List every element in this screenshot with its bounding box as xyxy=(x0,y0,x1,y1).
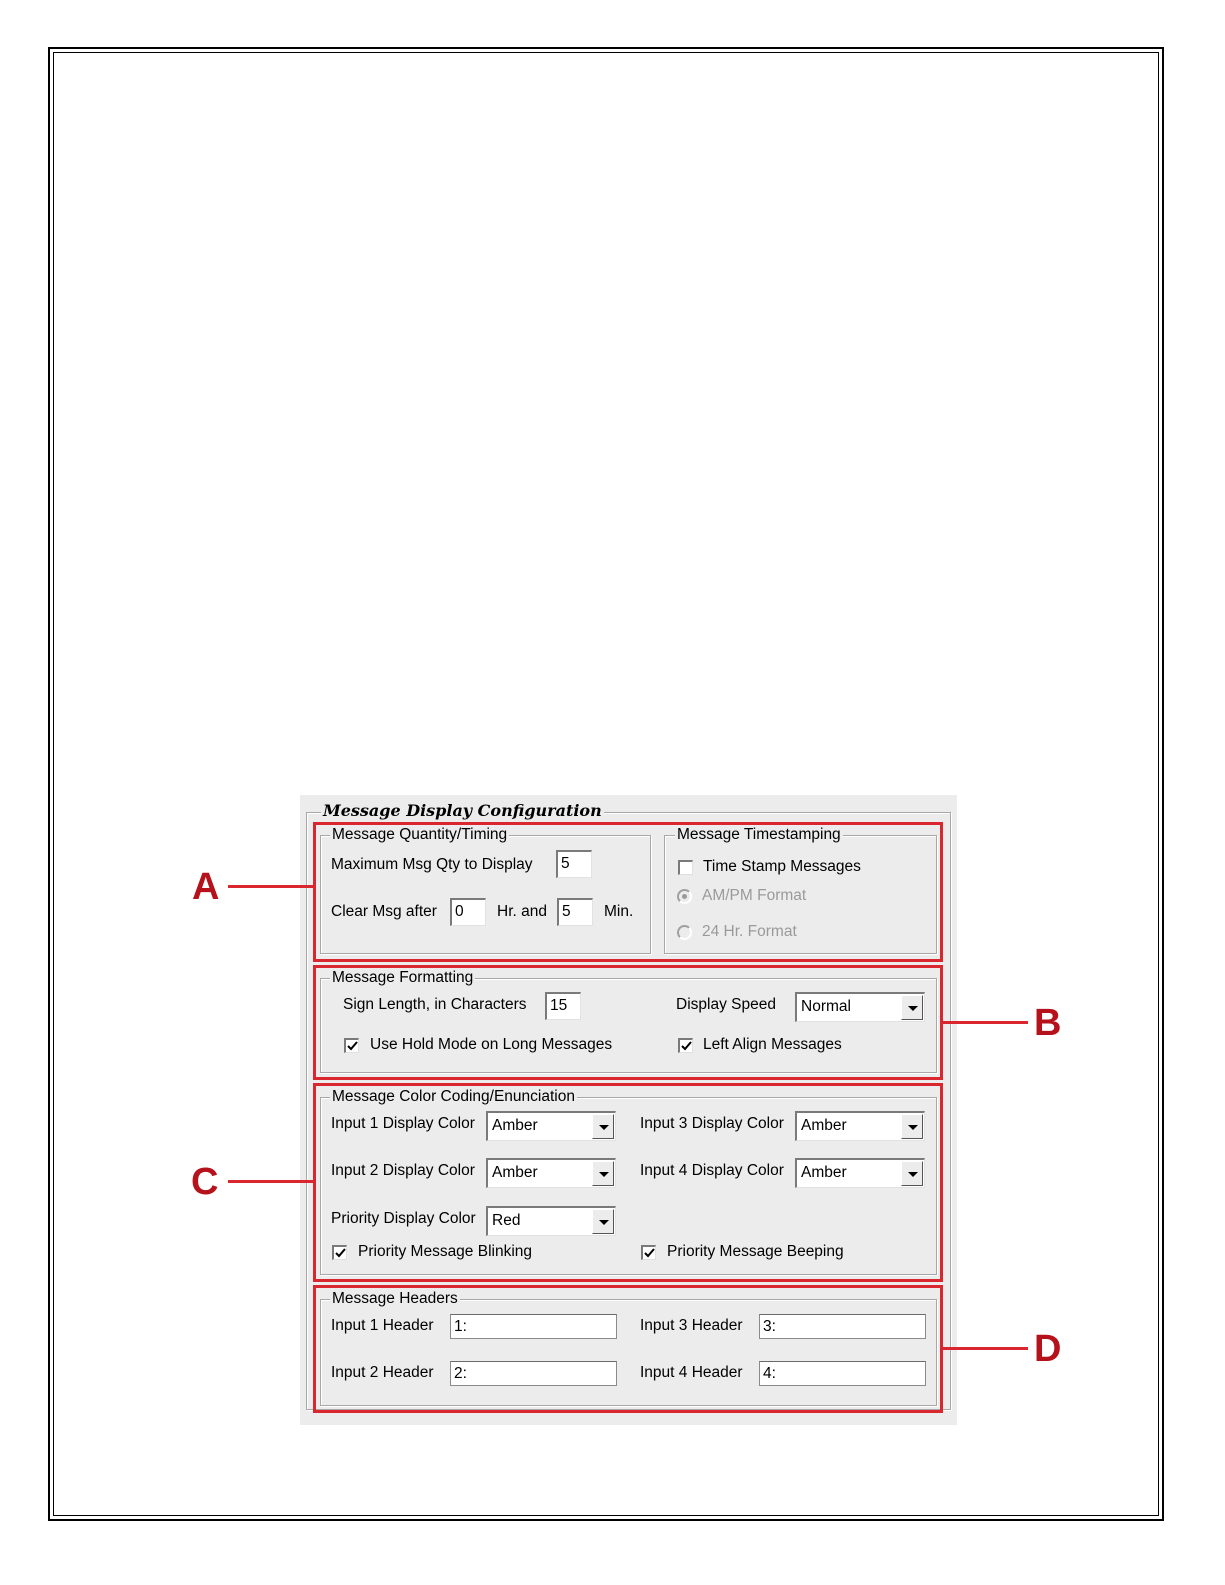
timestamping-legend: Message Timestamping xyxy=(677,826,841,843)
ampm-format-label: AM/PM Format xyxy=(702,887,807,904)
callout-line-d xyxy=(942,1347,1028,1350)
sign-length-label: Sign Length, in Characters xyxy=(343,996,527,1013)
input2-header-label: Input 2 Header xyxy=(331,1364,434,1381)
callout-label-b: B xyxy=(1034,1002,1062,1044)
input4-color-label: Input 4 Display Color xyxy=(640,1162,784,1179)
callout-line-c xyxy=(228,1180,314,1183)
callout-box-c xyxy=(313,1083,943,1282)
input3-color-value: Amber xyxy=(801,1117,847,1134)
clear-msg-label: Clear Msg after xyxy=(331,903,437,920)
callout-box-d xyxy=(313,1285,943,1413)
clear-minutes-input[interactable]: 5 xyxy=(557,898,593,926)
sign-length-input[interactable]: 15 xyxy=(545,992,581,1020)
priority-color-label: Priority Display Color xyxy=(331,1210,476,1227)
display-speed-label: Display Speed xyxy=(676,996,776,1013)
24hr-format-label: 24 Hr. Format xyxy=(702,923,797,940)
display-speed-value: Normal xyxy=(801,998,851,1015)
priority-blinking-label: Priority Message Blinking xyxy=(358,1243,533,1260)
color-coding-legend: Message Color Coding/Enunciation xyxy=(332,1088,575,1105)
formatting-legend: Message Formatting xyxy=(332,969,474,986)
input4-header-input[interactable]: 4: xyxy=(759,1361,926,1386)
callout-box-a xyxy=(313,822,943,962)
max-msg-qty-input[interactable]: 5 xyxy=(556,850,592,878)
input1-color-label: Input 1 Display Color xyxy=(331,1115,475,1132)
callout-box-b xyxy=(313,965,943,1080)
input1-header-input[interactable]: 1: xyxy=(450,1314,617,1339)
callout-label-d: D xyxy=(1034,1328,1062,1370)
quantity-timing-legend: Message Quantity/Timing xyxy=(332,826,508,843)
headers-legend: Message Headers xyxy=(332,1290,458,1307)
clear-hours-input[interactable]: 0 xyxy=(450,898,486,926)
time-stamp-label: Time Stamp Messages xyxy=(703,858,861,875)
callout-line-b xyxy=(942,1021,1028,1024)
hold-mode-label: Use Hold Mode on Long Messages xyxy=(370,1036,613,1053)
panel-title: Message Display Configuration xyxy=(323,801,602,820)
input2-header-input[interactable]: 2: xyxy=(450,1361,617,1386)
callout-label-a: A xyxy=(192,866,220,908)
priority-color-value: Red xyxy=(492,1212,521,1229)
callout-line-a xyxy=(228,885,314,888)
input1-header-label: Input 1 Header xyxy=(331,1317,434,1334)
input4-color-value: Amber xyxy=(801,1164,847,1181)
input1-color-value: Amber xyxy=(492,1117,538,1134)
min-label: Min. xyxy=(604,903,634,920)
input3-header-label: Input 3 Header xyxy=(640,1317,743,1334)
callout-label-c: C xyxy=(191,1161,219,1203)
max-msg-qty-label: Maximum Msg Qty to Display xyxy=(331,856,533,873)
input3-color-label: Input 3 Display Color xyxy=(640,1115,784,1132)
left-align-label: Left Align Messages xyxy=(703,1036,842,1053)
priority-beeping-label: Priority Message Beeping xyxy=(667,1243,844,1260)
input3-header-input[interactable]: 3: xyxy=(759,1314,926,1339)
hr-and-label: Hr. and xyxy=(497,903,547,920)
input2-color-value: Amber xyxy=(492,1164,538,1181)
input2-color-label: Input 2 Display Color xyxy=(331,1162,475,1179)
input4-header-label: Input 4 Header xyxy=(640,1364,743,1381)
